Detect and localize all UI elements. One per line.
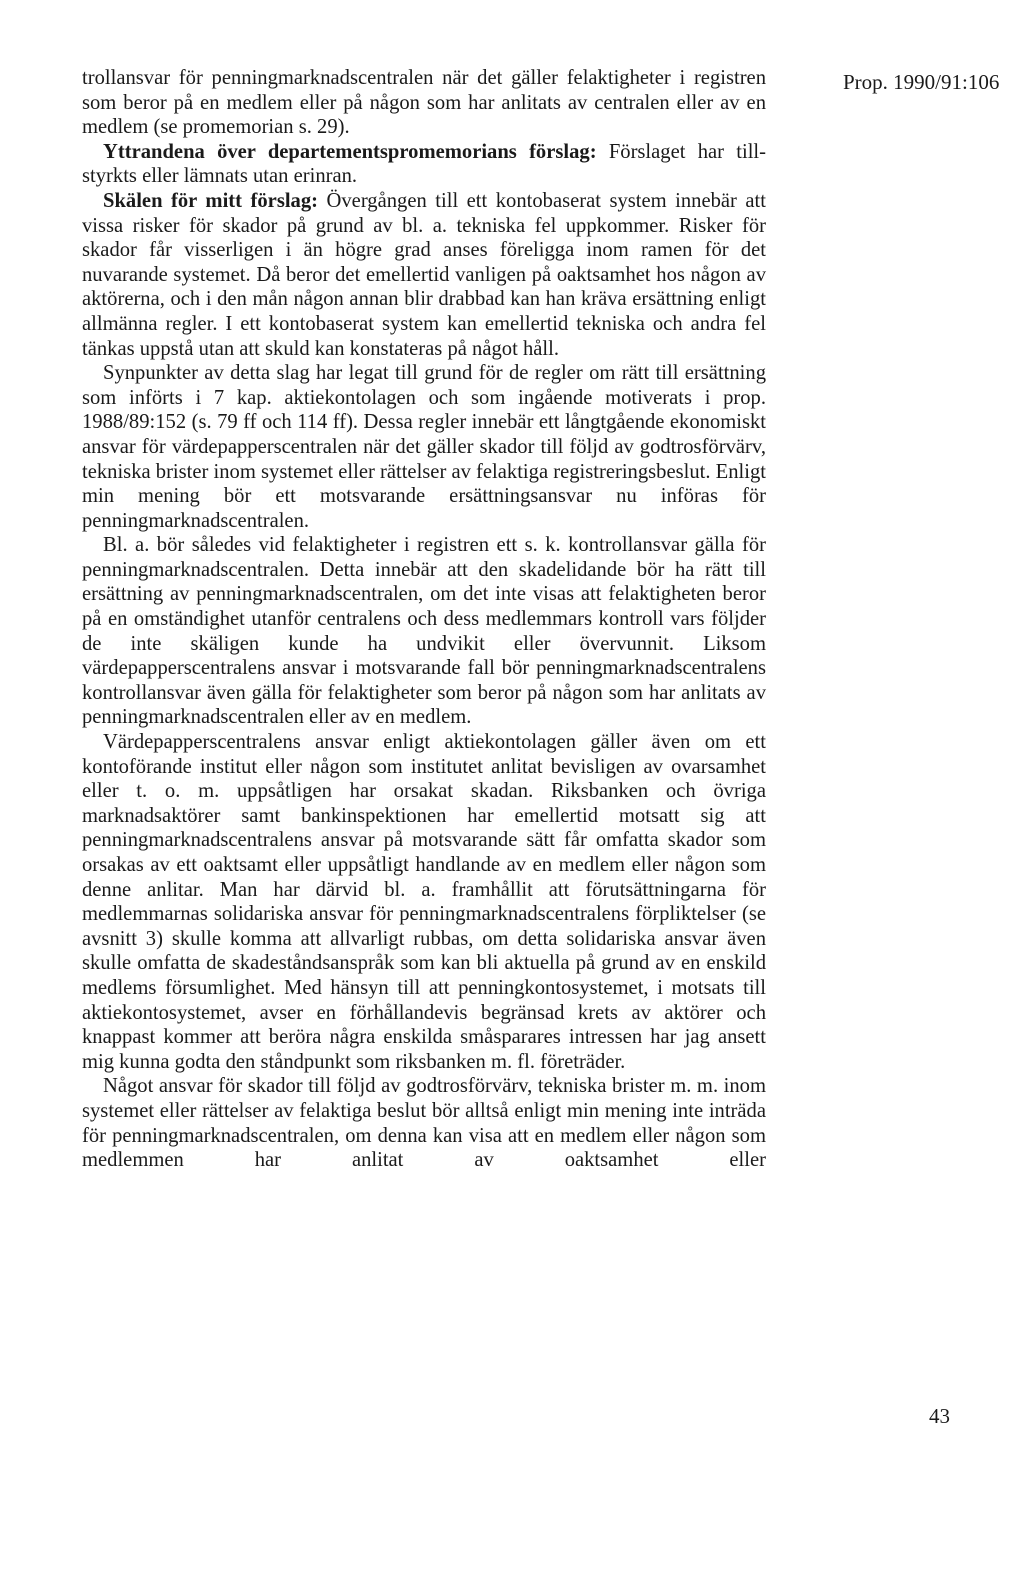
paragraph-continued: trollansvar för penningmarknadscentralen när det gäller felaktigheter i registren som beror på en medlem eller på någon som har anlitats av centralen eller av en medlem (se promemorian s. 29). — [82, 67, 766, 139]
paragraph-heading: Skälen för mitt förslag: — [103, 189, 319, 212]
paragraph-text: Förslaget har tillstyrkts eller lämnats utan erinran. — [82, 140, 766, 188]
paragraph-continues-next-page: Något ansvar för skador till följd av godtrosförvärv, tekniska brister m. m. inom systemet eller rättelser av felaktiga beslut bör alltså enligt min mening inte inträda för penningmarknadscentralen, om denna kan visa att en medlem eller någon som medlemmen har anlitat av oaktsamhet eller — [82, 1075, 766, 1172]
body-text — [82, 66, 766, 1173]
paragraph-heading: Yttrandena över departementspromemorians förslag: — [103, 140, 597, 163]
page-number: 43 — [929, 1404, 950, 1428]
paragraph: Värdepapperscentralens ansvar enligt aktiekontolagen gäller även om ett kontoförande institut eller någon som institutet anlitat bevisligen av ovarsamhet eller t. o. m. uppsåtligen har orsakat skadan. Riksbanken och övriga marknadsaktörer samt bankinspektionen har emellertid motsatt sig att penningmarknadscentralens ansvar på motsvarande sätt får omfatta skador som orsakas av ett oaktsamt eller uppsåtligt handlande av en medlem eller någon som denne anlitar. Man har därvid bl. a. framhållit att förutsättningarna för medlemmarnas solidariska ansvar för penningmarknadscentralens förpliktelser (se avsnitt 3) skulle komma att allvarligt rubbas, om detta solidariska ansvar även skulle omfatta de skadeståndsanspråk som kan bli aktuella på grund av en enskild medlems försumlighet. Med hänsyn till att penningkontosystemet, i motsats till aktiekontosystemet, avser en förhållandevis begränsad krets av aktörer och knappast kommer att beröra några enskilda småsparares intressen har jag ansett mig kunna godta den ståndpunkt som riksbanken m. fl. företräder. — [82, 731, 766, 1073]
paragraph-text: Övergången till ett kontobaserat system innebär att vissa risker för skador på grund av bl. a. tekniska fel uppkommer. Risker för skador får visserligen i än högre grad anses föreligga inom ramen för det nuvarande systemet. Då beror det emellertid vanligen på oaktsamhet hos någon av aktörerna, och i den mån någon annan blir drabbad kan han kräva ersättning enligt allmänna regler. I ett kontobaserat system kan emellertid tekniska och andra fel tänkas uppstå utan att skuld kan konstateras på något håll. — [82, 189, 766, 360]
paragraph: Synpunkter av detta slag har legat till grund för de regler om rätt till ersättning som införts i 7 kap. aktiekontolagen och som ingående motiverats i prop. 1988/89:152 (s. 79 ff och 114 ff). Dessa regler innebär ett långtgående ekonomiskt ansvar för värdepapperscentralen när det gäller skador till följd av godtrosförvärv, tekniska brister inom systemet eller rättelser av felaktiga registreringsbeslut. Enligt min mening bör ett motsvarande ersättningsansvar nu införas för penningmarknadscentralen. — [82, 362, 766, 532]
paragraph-reasons — [82, 189, 766, 361]
paragraph-opinions — [82, 140, 766, 189]
proposition-reference: Prop. 1990/91:106 — [843, 70, 1000, 94]
paragraph: Bl. a. bör således vid felaktigheter i registren ett s. k. kontrollansvar gälla för penningmarknadscentralen. Detta innebär att den skadelidande bör ha rätt till ersättning av penningmarknadscentralen, om det inte visas att felaktigheten beror på en omständighet utanför centralens och dess medlemmars kontroll vars följder de inte skäligen kunde ha undvikit eller övervunnit. Liksom värdepapperscentralens ansvar i motsvarande fall bör penningmarknadscentralens kontrollansvar även gälla för felaktigheter som beror på någon som har anlitats av penningmarknadscentralen eller av en medlem. — [82, 534, 766, 729]
